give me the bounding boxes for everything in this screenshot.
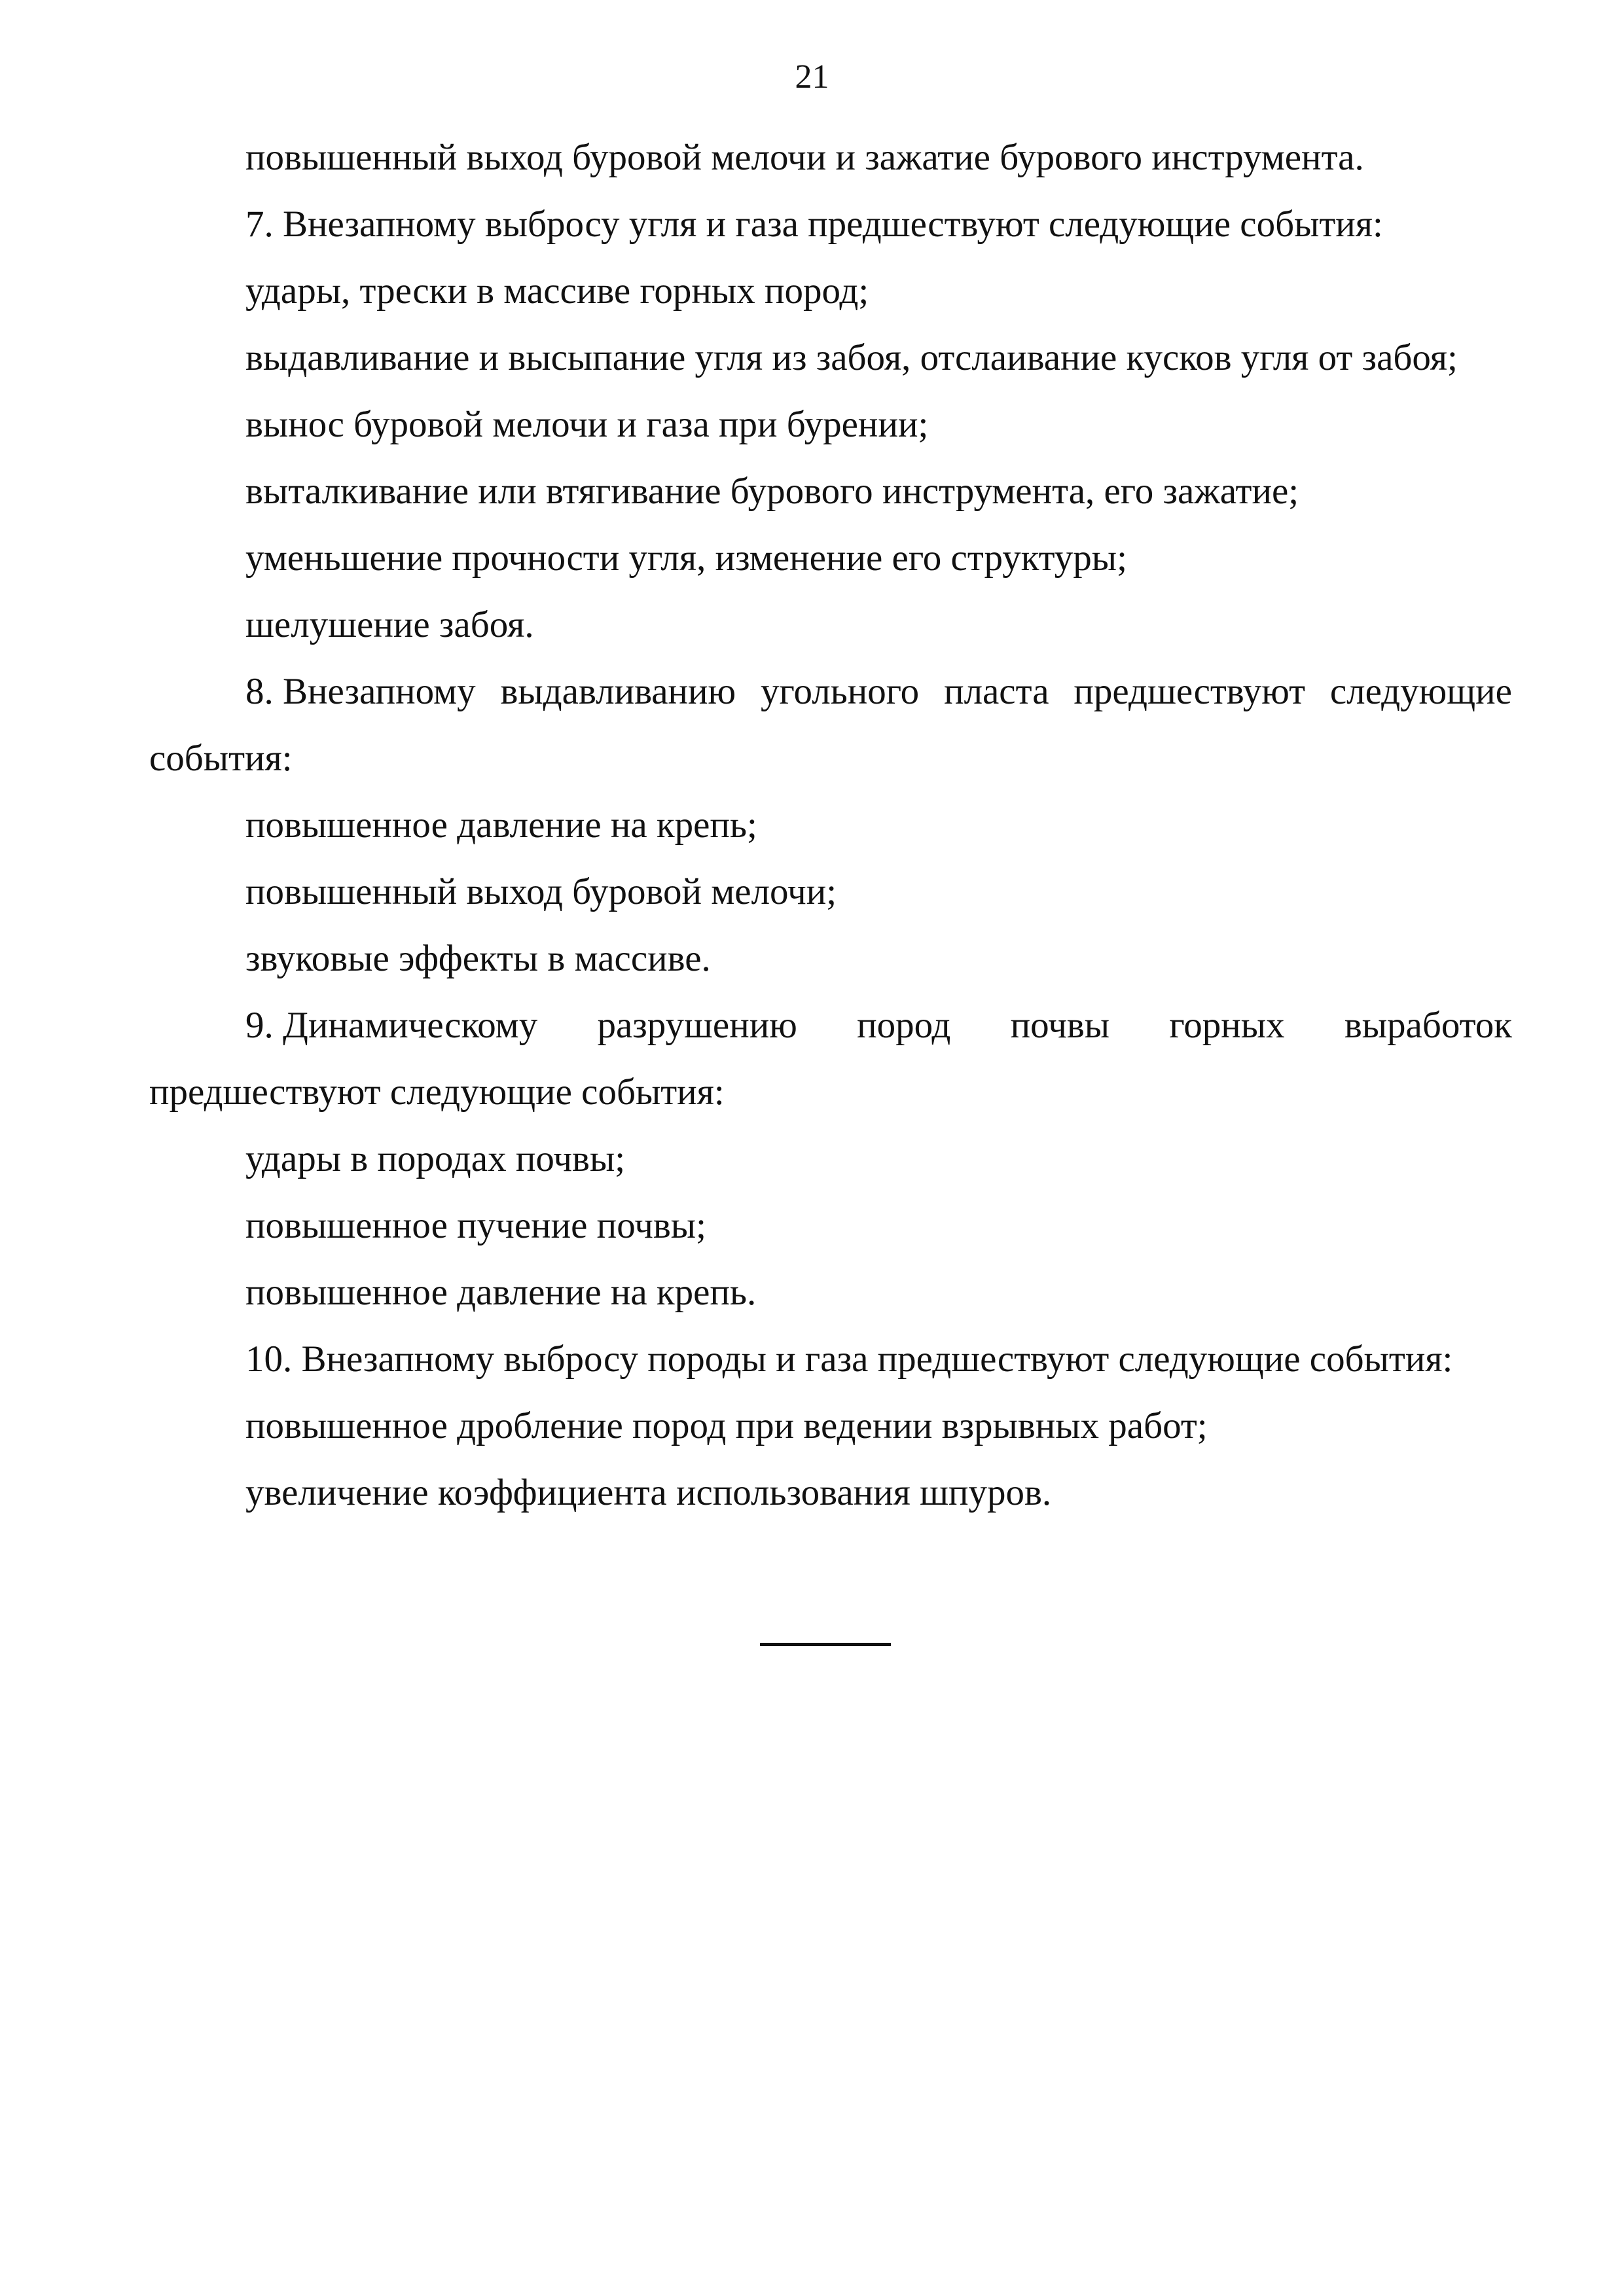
word: 9. Динамическому <box>245 1005 538 1046</box>
text-line: повышенный выход буровой мелочи и зажатие бурового инструмента. <box>245 137 1364 178</box>
word: пород <box>857 1005 951 1046</box>
word: 8. Внезапному <box>245 671 476 712</box>
item-10-heading: 10. Внезапному выбросу породы и газа предшествуют следующие события: <box>245 1338 1453 1380</box>
word: выдавливанию <box>500 671 736 712</box>
text-line: звуковые эффекты в массиве. <box>245 938 711 979</box>
word: пласта <box>944 671 1049 712</box>
text-line: удары в породах почвы; <box>245 1138 626 1179</box>
text-line: повышенный выход буровой мелочи; <box>245 871 837 912</box>
word: следующие <box>1329 671 1512 712</box>
text-line: выталкивание или втягивание бурового инструмента, его зажатие; <box>245 471 1299 512</box>
word: предшествуют <box>1074 671 1305 712</box>
text-line: повышенное давление на крепь; <box>245 804 757 846</box>
text-line: выдавливание и высыпание угля из забоя, отслаивание кусков угля от забоя; <box>245 337 1458 378</box>
text-line: вынос буровой мелочи и газа при бурении; <box>245 404 929 445</box>
item-9-heading <box>245 1003 1512 1049</box>
text-line: предшествуют следующие события: <box>149 1071 725 1113</box>
text-line: повышенное пучение почвы; <box>245 1205 706 1246</box>
text-line: шелушение забоя. <box>245 604 534 645</box>
text-line: события: <box>149 738 293 779</box>
text-line: уменьшение прочности угля, изменение его структуры; <box>245 537 1127 579</box>
item-7-heading: 7. Внезапному выбросу угля и газа предшествуют следующие события: <box>245 204 1383 245</box>
word: почвы <box>1010 1005 1110 1046</box>
page-number: 21 <box>795 58 829 96</box>
word: горных <box>1169 1005 1285 1046</box>
item-8-heading <box>245 669 1512 715</box>
text-line: удары, трески в массиве горных пород; <box>245 270 869 312</box>
word: разрушению <box>597 1005 797 1046</box>
text-line: повышенное дробление пород при ведении взрывных работ; <box>245 1405 1208 1446</box>
word: угольного <box>761 671 920 712</box>
text-line: повышенное давление на крепь. <box>245 1272 757 1313</box>
text-line: увеличение коэффициента использования шпуров. <box>245 1472 1052 1513</box>
word: выработок <box>1344 1005 1512 1046</box>
end-divider <box>760 1643 891 1646</box>
